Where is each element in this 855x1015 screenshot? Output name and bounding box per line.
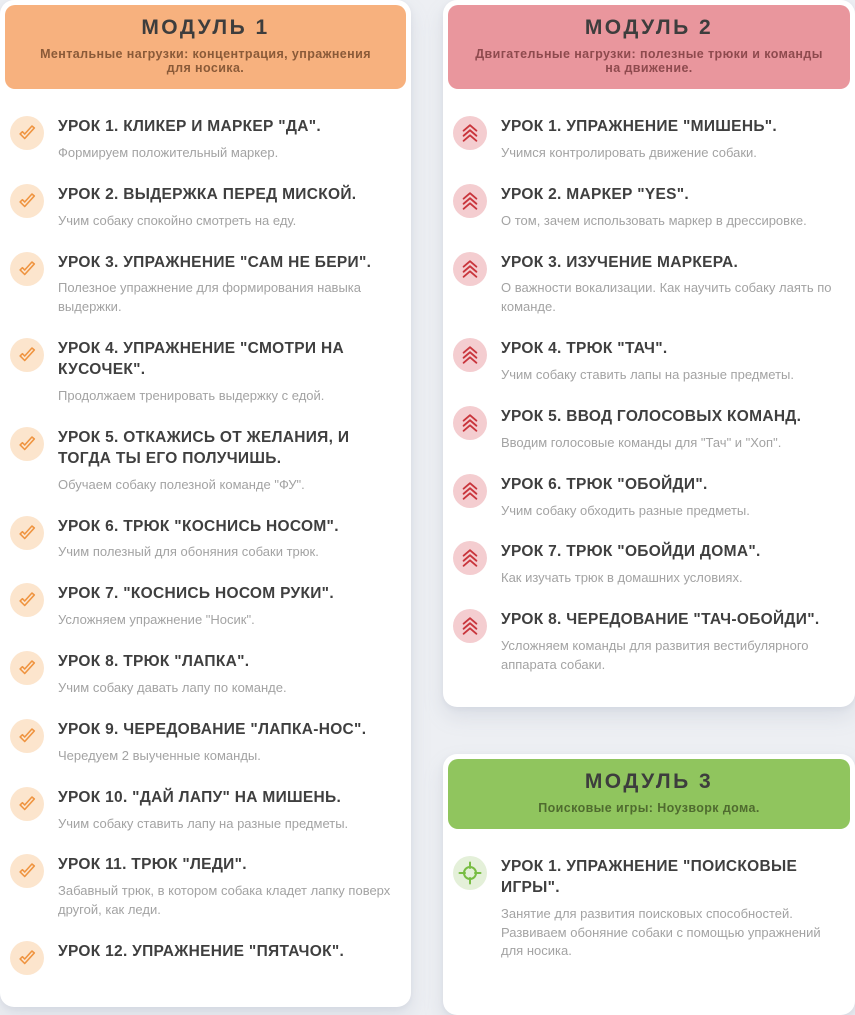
module-subtitle: Двигательные нагрузки: полезные трюки и команды на движение. — [475, 47, 823, 75]
double-check-icon — [10, 719, 44, 753]
module-title: МОДУЛЬ 1 — [141, 16, 270, 39]
lesson-text — [58, 115, 321, 163]
lesson-item[interactable] — [453, 405, 842, 453]
module-2-header — [448, 5, 850, 89]
lesson-item[interactable] — [453, 540, 842, 588]
double-check-icon — [10, 184, 44, 218]
lesson-text — [501, 337, 794, 385]
module-3-lesson-list — [448, 829, 850, 961]
lesson-title: УРОК 8. ЧЕРЕДОВАНИЕ "ТАЧ-ОБОЙДИ". — [501, 611, 820, 629]
lesson-description: Полезное упражнение для формирования навыка выдержки. — [58, 280, 361, 315]
lesson-text — [501, 540, 761, 588]
double-check-icon — [10, 941, 44, 975]
triple-chevron-up-icon — [453, 338, 487, 372]
left-column — [0, 0, 411, 1007]
lesson-text — [501, 115, 777, 163]
triple-chevron-up-icon — [453, 116, 487, 150]
module-title: МОДУЛЬ 2 — [584, 16, 714, 39]
lesson-text — [58, 251, 398, 318]
double-check-icon — [10, 116, 44, 150]
lesson-title: УРОК 2. ВЫДЕРЖКА ПЕРЕД МИСКОЙ. — [58, 185, 357, 203]
lesson-text — [58, 183, 356, 231]
module-1-card — [0, 0, 411, 1007]
lesson-description: Как изучать трюк в домашних условиях. — [501, 570, 743, 586]
lesson-item[interactable] — [10, 515, 398, 563]
lesson-description: О важности вокализации. Как научить собаку лаять по команде. — [501, 280, 832, 315]
lesson-description: Учим собаку ставить лапы на разные предметы. — [501, 367, 795, 383]
lesson-text — [501, 405, 801, 453]
lesson-item[interactable] — [453, 855, 842, 961]
lesson-description: Учим полезный для обоняния собаки трюк. — [58, 544, 319, 560]
lesson-item[interactable] — [10, 718, 398, 766]
lesson-text — [58, 426, 398, 495]
triple-chevron-up-icon — [453, 184, 487, 218]
lesson-description: Вводим голосовые команды для "Тач" и "Хоп". — [501, 434, 782, 450]
triple-chevron-up-icon — [453, 541, 487, 575]
lesson-text — [501, 608, 842, 675]
lesson-item[interactable] — [10, 940, 398, 975]
lesson-description: Занятие для развития поисковых способностей. Развиваем обоняние собаки с помощью упражнений для носика. — [501, 905, 821, 959]
lesson-description: Учим собаку ставить лапу на разные предметы. — [58, 815, 349, 831]
lesson-title: УРОК 7. "КОСНИСЬ НОСОМ РУКИ". — [58, 585, 334, 603]
double-check-icon — [10, 252, 44, 286]
lesson-description: Учим собаку давать лапу по команде. — [58, 679, 287, 695]
triple-chevron-up-icon — [453, 474, 487, 508]
module-3-card — [443, 754, 855, 1015]
lesson-title: УРОК 5. ОТКАЖИСЬ ОТ ЖЕЛАНИЯ, И ТОГДА ТЫ ЕГО ПОЛУЧИШЬ. — [58, 428, 350, 467]
lesson-description: Чередуем 2 выученные команды. — [58, 747, 261, 763]
lesson-text — [58, 786, 348, 834]
module-1-header — [5, 5, 406, 89]
lesson-text — [501, 251, 842, 318]
module-title: МОДУЛЬ 3 — [584, 769, 714, 793]
lesson-text — [58, 940, 344, 969]
lesson-item[interactable] — [10, 251, 398, 318]
lesson-item[interactable] — [10, 786, 398, 834]
lesson-description: Обучаем собаку полезной команде "ФУ". — [58, 476, 305, 492]
lesson-text — [501, 183, 807, 231]
lesson-title: УРОК 4. УПРАЖНЕНИЕ "СМОТРИ НА КУСОЧЕК". — [58, 340, 344, 379]
lesson-description: Усложняем упражнение "Носик". — [58, 612, 255, 628]
double-check-icon — [10, 427, 44, 461]
lesson-description: Формируем положительный маркер. — [58, 144, 279, 160]
lesson-description: Учим собаку спокойно смотреть на еду. — [58, 212, 297, 228]
lesson-title: УРОК 11. ТРЮК "ЛЕДИ". — [58, 856, 247, 874]
module-3-header — [448, 759, 850, 829]
double-check-icon — [10, 651, 44, 685]
lesson-item[interactable] — [10, 650, 398, 698]
lesson-text — [58, 337, 398, 406]
lesson-item[interactable] — [10, 115, 398, 163]
lesson-text — [501, 855, 842, 961]
lesson-item[interactable] — [453, 115, 842, 163]
right-column — [443, 0, 855, 1015]
lesson-description: Учим собаку обходить разные предметы. — [501, 502, 750, 518]
double-check-icon — [10, 583, 44, 617]
module-subtitle: Поисковые игры: Ноузворк дома. — [538, 800, 760, 815]
lesson-item[interactable] — [453, 183, 842, 231]
double-check-icon — [10, 338, 44, 372]
lesson-title: УРОК 6. ТРЮК "ОБОЙДИ". — [501, 475, 708, 493]
lesson-item[interactable] — [10, 183, 398, 231]
module-1-lesson-list — [5, 89, 406, 975]
lesson-item[interactable] — [453, 608, 842, 675]
lesson-title: УРОК 3. ИЗУЧЕНИЕ МАРКЕРА. — [501, 253, 739, 271]
lesson-description: О том, зачем использовать маркер в дрессировке. — [501, 212, 807, 228]
lesson-title: УРОК 9. ЧЕРЕДОВАНИЕ "ЛАПКА-НОС". — [58, 720, 367, 738]
lesson-title: УРОК 1. УПРАЖНЕНИЕ "МИШЕНЬ". — [501, 118, 778, 135]
lesson-title: УРОК 1. УПРАЖНЕНИЕ "ПОИСКОВЫЕ ИГРЫ". — [501, 857, 798, 896]
lesson-description: Продолжаем тренировать выдержку с едой. — [58, 387, 325, 403]
lesson-text — [58, 718, 366, 766]
lesson-title: УРОК 5. ВВОД ГОЛОСОВЫХ КОМАНД. — [501, 407, 802, 425]
lesson-title: УРОК 4. ТРЮК "ТАЧ". — [501, 340, 668, 358]
lesson-item[interactable] — [453, 473, 842, 521]
triple-chevron-up-icon — [453, 609, 487, 643]
lesson-item[interactable] — [453, 251, 842, 318]
double-check-icon — [10, 854, 44, 888]
lesson-text — [58, 582, 334, 630]
lesson-item[interactable] — [10, 582, 398, 630]
lesson-title: УРОК 6. ТРЮК "КОСНИСЬ НОСОМ". — [58, 517, 339, 535]
lesson-title: УРОК 1. КЛИКЕР И МАРКЕР "ДА". — [58, 118, 322, 135]
lesson-description: Усложняем команды для развития вестибулярного аппарата собаки. — [501, 638, 809, 672]
lesson-title: УРОК 12. УПРАЖНЕНИЕ "ПЯТАЧОК". — [58, 942, 345, 960]
module-2-card — [443, 0, 855, 707]
lesson-item[interactable] — [453, 337, 842, 385]
lesson-title: УРОК 10. "ДАЙ ЛАПУ" НА МИШЕНЬ. — [58, 788, 342, 806]
lesson-text — [58, 650, 287, 698]
triple-chevron-up-icon — [453, 406, 487, 440]
lesson-item[interactable] — [10, 337, 398, 406]
target-crosshair-icon — [453, 856, 487, 890]
module-subtitle: Ментальные нагрузки: концентрация, упражнения для носика. — [40, 47, 371, 75]
lesson-description: Учимся контролировать движение собаки. — [501, 144, 757, 160]
lesson-title: УРОК 2. МАРКЕР "YES". — [501, 185, 690, 203]
lesson-title: УРОК 3. УПРАЖНЕНИЕ "САМ НЕ БЕРИ". — [58, 253, 372, 271]
module-2-lesson-list — [448, 89, 850, 675]
triple-chevron-up-icon — [453, 252, 487, 286]
double-check-icon — [10, 787, 44, 821]
lesson-item[interactable] — [10, 426, 398, 495]
lesson-text — [58, 515, 339, 563]
lesson-text — [501, 473, 750, 521]
lesson-description: Забавный трюк, в котором собака кладет лапку поверх другой, как леди. — [58, 883, 391, 918]
lesson-title: УРОК 7. ТРЮК "ОБОЙДИ ДОМА". — [501, 543, 761, 561]
lesson-title: УРОК 8. ТРЮК "ЛАПКА". — [58, 653, 250, 671]
double-check-icon — [10, 516, 44, 550]
